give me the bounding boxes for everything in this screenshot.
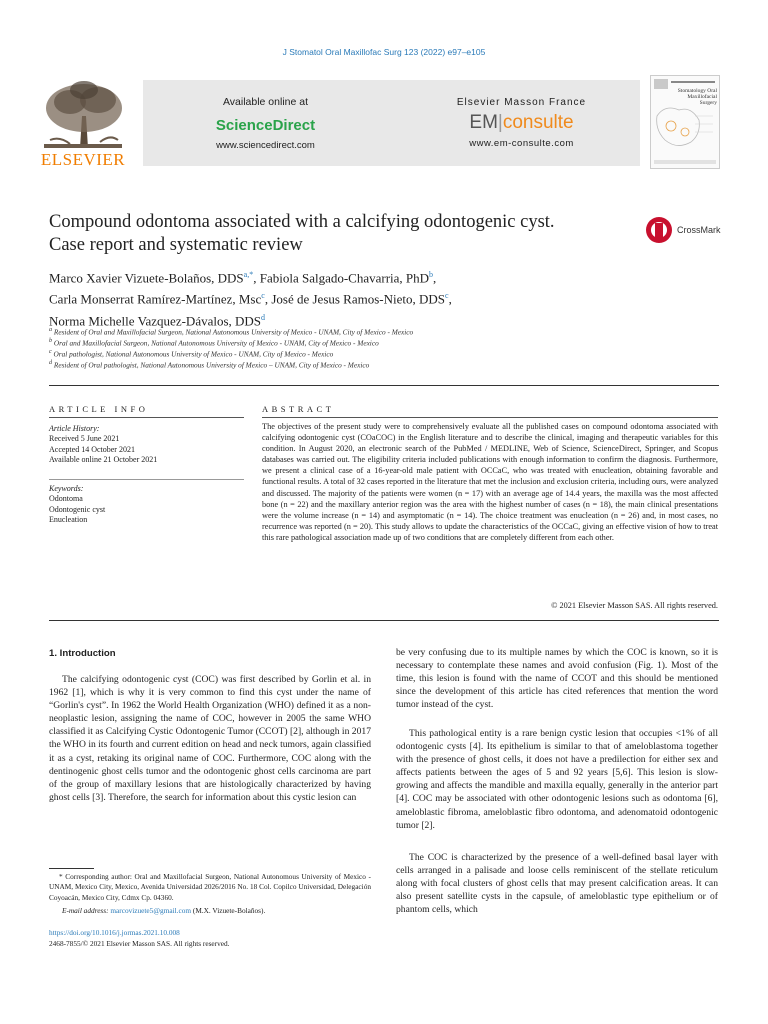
header-divider [49,385,719,386]
footnote-asterisk: * [59,872,63,881]
affiliation-text: Oral and Maxillofacial Surgeon, National Autonomous University of Mexico - UNAM, City of Mexico - Mexico [53,338,379,348]
introduction-paragraph-1: The calcifying odontogenic cyst (COC) was first described by Gorlin et al. in 1962 [1], which is why it is very common to find this cyst under the name of “Gorlin's cyst”. In 1962 the World Health Organization (WHO) defined it as a non-neoplastic lesion, assigning the name of COC, however in 2005 the same WHO classified it as Calcifying Cystic Odontogenic Tumor (CCOT) [2], although in 2017 the WHO in its fourth and current edition on head and neck tumors, again classified it as a cyst, retaking its original name of COC. Furthermore, COC along with the dentinogenic ghost cells tumor and the odontogenic ghost cells carcinoma are part of the group of maxillary lesions that are histologically characterized by having ghost cells [3]. Therefore, the search for information about this cystic lesion can [49,674,371,803]
consulte-logo-text: consulte [502,112,574,133]
affiliation-key: c [49,349,52,355]
article-title [49,211,619,257]
affiliation-d [49,360,729,369]
em-logo-text: EM [469,112,498,133]
abstract-rule [262,417,718,418]
footnote-rule [49,868,94,869]
affiliation-a [49,327,729,336]
email-line [62,906,372,915]
corresponding-author-text: Corresponding author: Oral and Maxillofacial Surgeon, National Autonomous University of Mexico - UNAM, Mexico City, Mexico, Avenida Universidad 2026/2016 No. 18 Col. Copilco Universidad, Delegación Coyoacán, Mexico City, Cdmx Cp. 04360. [49,872,371,902]
article-info-rule [49,417,244,418]
author-separator: , [264,291,272,307]
accepted-date: Accepted 14 October 2021 [49,444,135,454]
email-suffix: (M.X. Vizuete-Bolaños). [192,906,266,915]
cover-journal-title: Stomatology Oral Maxillofacial Surgery [677,88,717,106]
affiliation-b [49,338,729,347]
author-line-2 [49,287,689,308]
article-title-line-1: Compound odontoma associated with a calcifying odontogenic cyst. [49,212,555,232]
crossmark-button[interactable] [645,215,721,245]
author-line-1 [49,266,689,287]
author-name[interactable]: Norma Michelle Vazquez-Dávalos, DDS [49,312,262,328]
sciencedirect-url[interactable]: www.sciencedirect.com [216,140,315,151]
online-date: Available online 21 October 2021 [49,455,158,465]
author-separator: , [448,291,452,307]
affiliation-key: a [49,327,53,333]
affiliation-c [49,349,729,358]
author-name[interactable]: Fabiola Salgado-Chavarria, PhD [259,270,430,286]
author-list [49,266,689,330]
article-history-label: Article History: [49,424,100,433]
elsevier-wordmark: ELSEVIER [40,150,126,169]
issn-copyright: 2468-7855/© 2021 Elsevier Masson SAS. All rights reserved. [49,939,230,948]
affiliation-key: d [49,360,53,366]
received-date: Received 5 June 2021 [49,434,120,444]
article-title-line-2: Case report and systematic review [49,235,303,255]
logo-divider: | [497,112,503,133]
affiliation-text: Resident of Oral pathologist, National Autonomous University of Mexico – UNAM, City of Mexico - Mexico [53,360,370,370]
affiliation-text: Resident of Oral and Maxillofacial Surgeon, National Autonomous University of Mexico - UNAM, City of Mexico - Mexico [53,327,414,337]
doi-link[interactable]: https://doi.org/10.1016/j.jormas.2021.10.008 [49,928,180,937]
author-separator: , [433,270,437,286]
em-consulte-logo[interactable] [403,112,640,134]
keywords [49,484,244,526]
introduction-paragraph-4: The COC is characterized by the presence of a well-defined basal layer with cells arranged in a palisade and loose cells reminiscent of the stellate reticulum along with focal clusters of ghost cells that may present calcification areas. It can also present satellite cysts in the capsule, of ameloblastic type epithelium or of phantom cells, which [396,852,718,916]
publisher-name: Elsevier Masson France [456,97,587,108]
keywords-rule [49,479,244,480]
author-name[interactable]: Carla Monserrat Ramírez-Martínez, Msc [49,291,262,307]
article-history [49,424,244,466]
keywords-label: Keywords: [49,484,84,493]
introduction-paragraph-3: This pathological entity is a rare benign cystic lesion that occupies <1% of all odontogenic cysts [4]. Its epithelium is similar to that of ameloblastoma together with the presence of ghost cells, it does not have a predilection for either sex and affects patients between the ages of 5 and 92 years [5,6]. This lesion is slow-growing and affects the mandible and maxilla equally, generally in the anterior part [4]. COC may be associated with other odontogenic lesions such as odontoma [6], ameloblastic fibroma, ameloblastic fibro odontoma, and adenomatoid odontogenic tumor [2]. [396,728,718,831]
keyword-item: Odontoma [49,494,83,504]
crossmark-icon [645,215,673,245]
author-name[interactable]: José de Jesus Ramos-Nieto, DDS [271,291,446,307]
keyword-item: Odontogenic cyst [49,504,106,514]
em-consulte-url[interactable]: www.em-consulte.com [469,138,574,149]
author-separator: , [253,270,260,286]
author-affiliation-marker[interactable]: c [445,291,449,301]
crossmark-label: CrossMark [677,225,721,235]
abstract-copyright: © 2021 Elsevier Masson SAS. All rights reserved. [551,601,718,610]
abstract-divider [49,620,719,621]
section-heading-introduction: 1. Introduction [49,648,116,659]
sciencedirect-logo[interactable]: ScienceDirect [215,117,316,134]
elsevier-tree-logo [40,78,126,150]
author-affiliation-marker[interactable]: c [261,291,265,301]
author-affiliation-marker[interactable]: b [429,270,434,279]
available-online-text: Available online at [222,96,309,108]
corresponding-author-note [49,872,371,903]
abstract-text: The objectives of the present study were to comprehensively evaluate all the published cases on compound odontoma associated with calcifying odontogenic cyst (COaCOC) in the English literature and to describe the clinical, imaging and therapeutic variables for this condition. In August 2020, an electronic search of the PubMed / MEDLINE, Web of Science, ScienceDirect, Springer, and Scopus databases was carried out. The eligibility criteria included publications with enough information to confirm the diagnosis. Furthermore, we present a clinical case of a 16-year-old male patient with OCCaC, who was treated with enucleation, obtaining favorable and functional results. A total of 32 cases reported in the literature that met the inclusion and exclusion criteria, including ours, were analyzed and discussed. The majority of the patients were women (n = 17) with an average age of 14.4 years, the maxilla was the most affected bone (n = 22) and the maxillary anterior region was the area with the highest number of cases (n = 18), the main clinical presentations were the volume increase (n = 14) and asymptomatic (n = 14). The choice treatment was enucleation (n = 26) and, in most cases, no recurrence was reported (n = 20). This study allows to update the characteristics of the OCCaC, giving an effective vision of how to treat this rare pathological association made up of two conditions that are completely different from each other. [262,422,718,542]
author-affiliation-marker[interactable]: d [261,312,266,322]
affiliation-text: Oral pathologist, National Autonomous University of Mexico - UNAM, City of Mexico - Mexico [53,349,334,359]
author-affiliation-marker[interactable]: a,* [243,270,254,279]
introduction-paragraph-2: be very confusing due to its multiple names by which the COC is known, so it is necessary to contemplate these names and avoid confusion (Fig. 1). Most of the time, this lesion is found with the name of CCOT and this should be mentioned since the development of this article has cited references that mention the word tumor instead of the cyst. [396,647,718,711]
keyword-item: Enucleation [49,515,88,525]
author-name[interactable]: Marco Xavier Vizuete-Bolaños, DDS [49,270,244,286]
publisher-banner [143,80,640,166]
article-info-heading: ARTICLE INFO [49,404,149,414]
email-link[interactable]: marcovizuete5@gmail.com [110,906,192,915]
abstract-heading: ABSTRACT [262,404,335,414]
email-label: E-mail address: [62,906,109,915]
journal-cover-thumbnail[interactable] [650,75,720,169]
journal-reference[interactable]: J Stomatol Oral Maxillofac Surg 123 (2022) e97–e105 [282,47,486,57]
affiliation-key: b [49,338,53,344]
